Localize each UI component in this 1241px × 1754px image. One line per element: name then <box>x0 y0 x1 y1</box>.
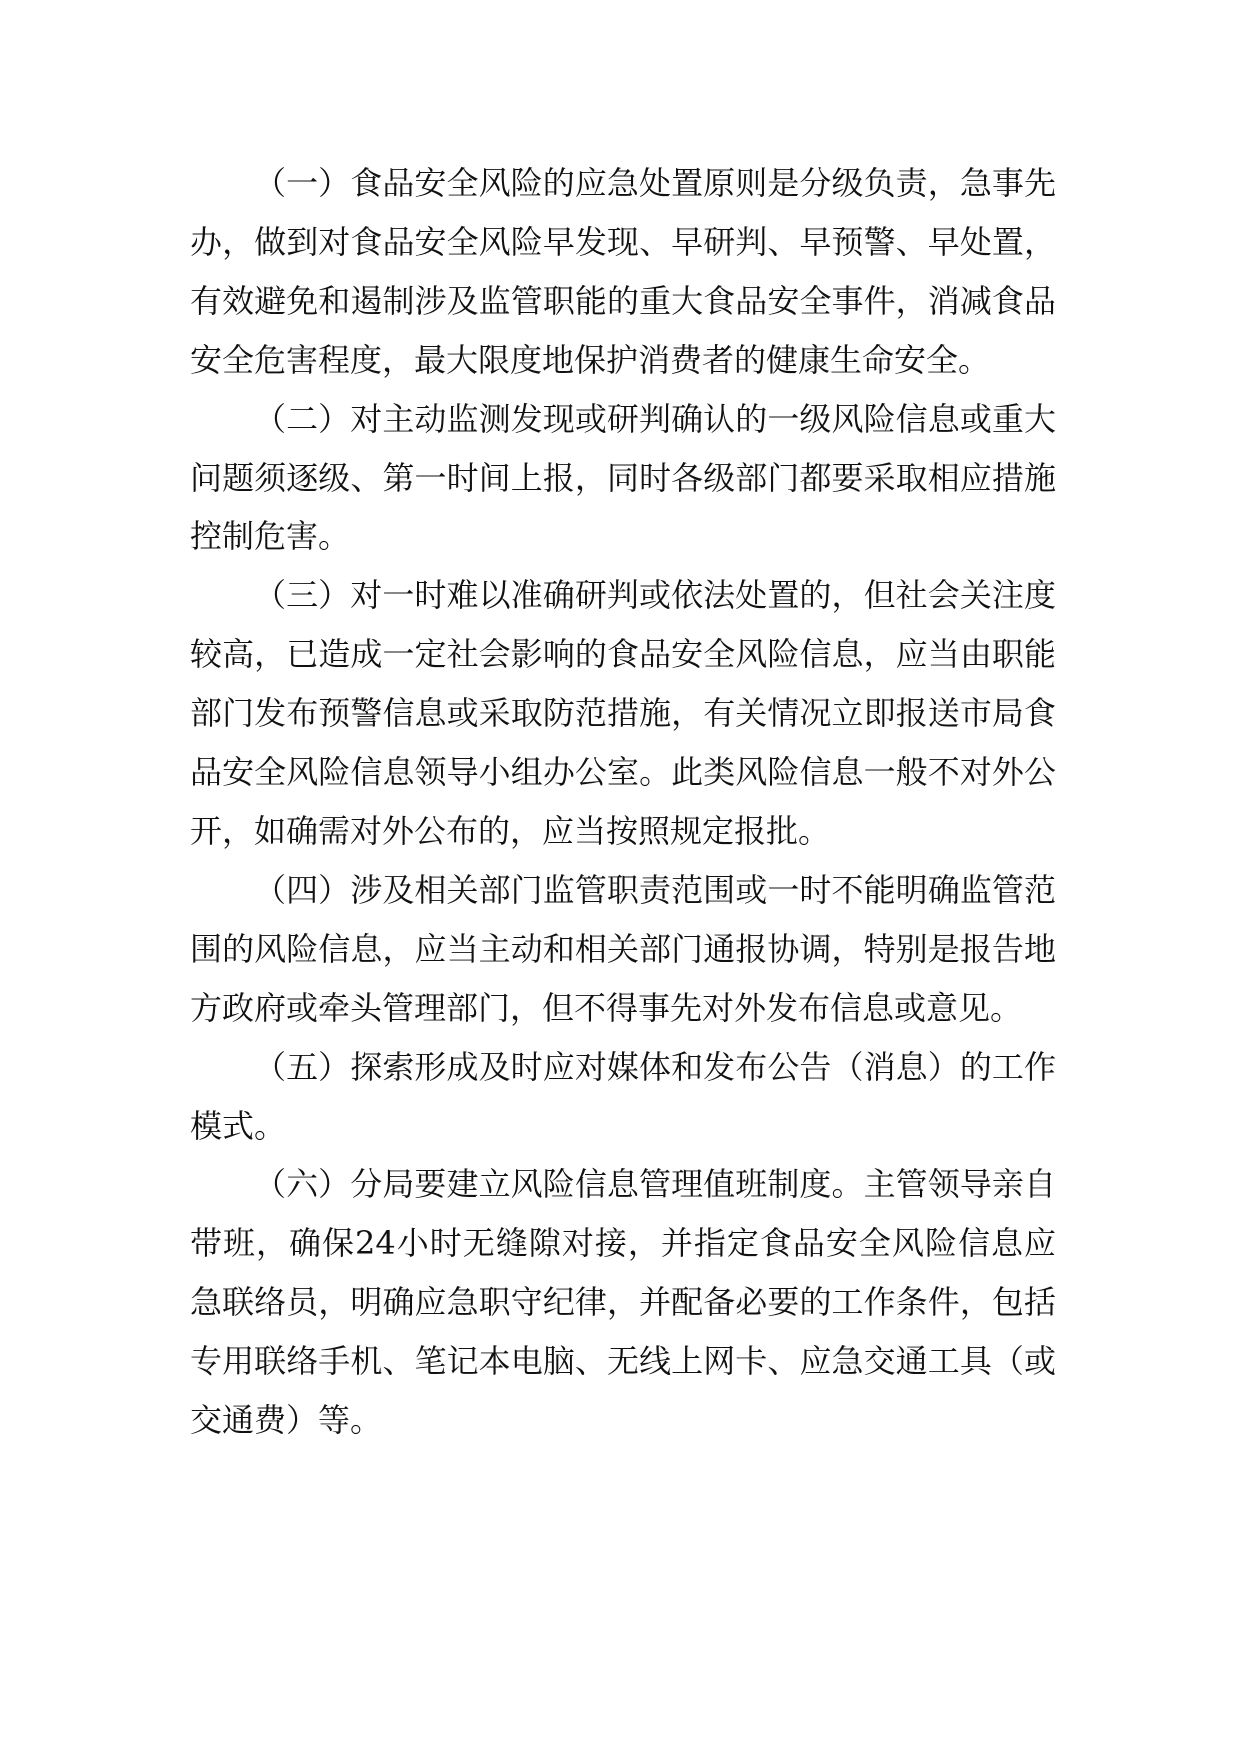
paragraph-6: （六）分局要建立风险信息管理值班制度。主管领导亲自带班，确保24小时无缝隙对接，并指定食品安全风险信息应急联络员，明确应急职守纪律，并配备必要的工作条件，包括专用联络手机、笔记本电脑、无线上网卡、应急交通工具（或交通费）等。 <box>190 1165 1056 1440</box>
paragraph-2: （二）对主动监测发现或研判确认的一级风险信息或重大问题须逐级、第一时间上报，同时各级部门都要采取相应措施控制危害。 <box>190 399 1056 556</box>
paragraph-4: （四）涉及相关部门监管职责范围或一时不能明确监管范围的风险信息，应当主动和相关部门通报协调，特别是报告地方政府或牵头管理部门，但不得事先对外发布信息或意见。 <box>190 870 1056 1027</box>
paragraph-1: （一）食品安全风险的应急处置原则是分级负责，急事先办，做到对食品安全风险早发现、早研判、早预警、早处置，有效避免和遏制涉及监管职能的重大食品安全事件，消减食品安全危害程度，最大限度地保护消费者的健康生命安全。 <box>190 164 1056 379</box>
paragraph-5: （五）探索形成及时应对媒体和发布公告（消息）的工作模式。 <box>190 1047 1056 1145</box>
paragraph-3: （三）对一时难以准确研判或依法处置的，但社会关注度较高，已造成一定社会影响的食品安全风险信息，应当由职能部门发布预警信息或采取防范措施，有关情况立即报送市局食品安全风险信息领导小组办公室。此类风险信息一般不对外公开，如确需对外公布的，应当按照规定报批。 <box>190 576 1056 850</box>
document-body <box>190 154 1056 1450</box>
